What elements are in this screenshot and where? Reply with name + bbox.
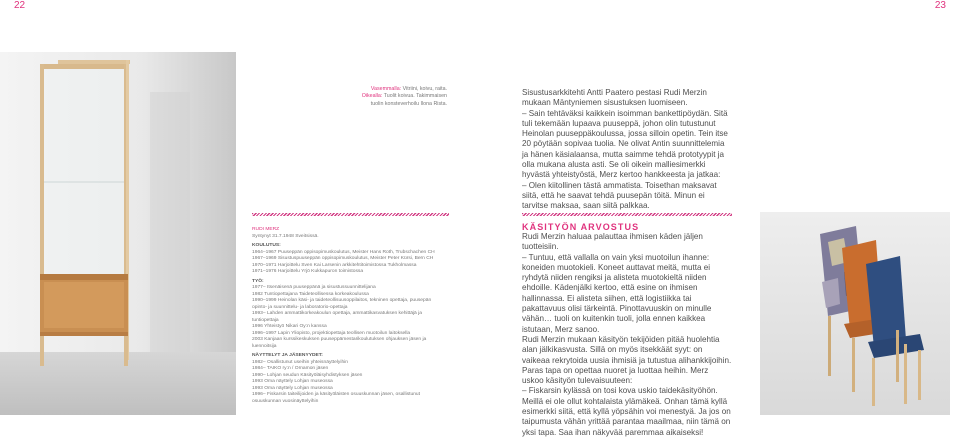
work-item: 1996 Yhteistyö Nikari Oy:n kanssa (252, 324, 327, 329)
decorative-stripe-right (522, 213, 732, 216)
bio-name: RUDI MERZ (252, 227, 280, 232)
exhibition-item: 1993 Oma näyttely Lohjan museossa (252, 379, 333, 384)
section-text (522, 232, 732, 438)
caption-text-left: Vitriini, koivu, raita. (402, 86, 447, 92)
education-item: 1967–1969 Sisustuspuuseppän oppisopimuskoulutus, Meister Peter Kürsi, Bern CH (252, 256, 434, 261)
work-item: 2003 Kanjaan kurssikeskuksen puuseppämestarikoulutuksen ohjauksen jäsen ja luennoitsija (252, 337, 427, 349)
exhibition-item: 1984– TAIKO ry:n / Ornamon jäsen (252, 366, 329, 371)
page-number-right: 23 (934, 0, 946, 11)
section-paragraph: – Fiskarsin kylässä on tosi kova uskio taidekäsityöhön. Meillä ei ole ollut kohtalaista ylämäkeä. Onhan tämä kyllä esimerkki siitä, että kyllä yöpsähin voi menestyä. Ja jos on taipumusta vähän yrittää parantaa maailmaa, niin tämä on yksi tapa. Saa ihan näkyvää paremmaa aikaiseksi! (522, 386, 731, 437)
intro-paragraph: Sisustusarkkitehti Antti Paatero pestasi Rudi Merzin mukaan Mäntyniemen sisustuksen luomiseen. (522, 88, 707, 108)
decorative-stripe (252, 213, 449, 216)
work-item: 1993– Lahden ammattikorkeakoulun opettaja, ammattikasvatuksen kehittäjä ja tuntiopettaja (252, 311, 422, 323)
caption-text-right: Tuolit koivua. Takimmaisen tuolin konsteverhoilu Ilona Rista. (370, 93, 447, 107)
intro-paragraph: – Sain tehtäväksi kaikkein isoimman bankettipöydän. Sitä tuli tekemään lupaava puuseppä, johon olin tutustunut Heinolan puuseppäkoulussa, jossa silloin opetin. Tein itse 20 pöytään sopivaa tuolia. Ne olivat Antin suunnittelemia ja hänen käsialaansa, mutta saimme tehdä prototyypit ja olla mukana alusta asti. Se oli oikein malliesimerkki hyvästä yhteistyöstä, Merz kertoo hankkeesta ja jatkaa: (522, 108, 728, 180)
exhibition-item: 1990– Lohjan seudun Käsityöläisyhdistyksen jäsen (252, 372, 363, 378)
education-item: 1964–1967 Puuseppän oppisopimuskoulutus, Meister Hans Roth, Trubschachen CH (252, 249, 435, 255)
cabinet-photo (0, 52, 236, 415)
work-item: 1996–1997 Lapin Yliopisto, projektiopettaja teollisen muotoilun laitoksella (252, 330, 411, 336)
education-item: 1970–1971 Harjoittelu Sven Kai Larsenin arkkitehtitoimistossa Tukholmassa (252, 262, 417, 268)
biography-box (252, 227, 447, 405)
section-paragraph: Rudi Merzin mukaan käsityön tekijöiden pitää huolehtia alan jälkikasvusta. Sillä on myös itsekkäät syyt: on vaikeaa rekrytoida uusia ihmisiä ja tutustua alihankkijoihin. Paras tapa on opettaa nuoret ja luottaa heihin. Merz uskoo käsityön tulevaisuuteen: (522, 334, 732, 386)
exhibition-item: 1993 Oma näyttely Lohjan museossa (252, 385, 333, 391)
section-paragraph: – Tuntuu, että vallalla on vain yksi muotoilun ihanne: koneiden muotokieli. Koneet auttavat meitä, mutta ei ryhdytä niiden rengiksi ja alisteta muotokieltä niiden ehdoille. Kädenjälki kertoo, että esine on ihmisen hallinnassa. Ei alisteta siihen, että logistiikka tai pakattavuus olisi tärkeintä. Pinottavuuskin on minulle vähän… tuoli on kuitenkin tuoli, jolla ennen kaikkea istutaan, Merz sanoo. (522, 252, 712, 334)
section-paragraph: Rudi Merzin haluaa palauttaa ihmisen käden jäljen tuotteisiin. (522, 232, 703, 252)
exhibitions-heading: NÄYTTELYT JA JÄSENYYDET: (252, 353, 323, 358)
page-number-left: 22 (14, 0, 26, 11)
bio-born: Syntynyt 31.7.1948 Sveitsissä. (252, 233, 319, 239)
section-title: KÄSITYÖN ARVOSTUS (522, 222, 640, 232)
photo-caption (353, 86, 447, 108)
intro-paragraph: – Olen kiitollinen tästä ammatista. Toisethan maksavat siitä, että he saavat tehdä puusepän töitä. Minun ei tarvitse maksaa, saan siitä palkkaa. (522, 180, 717, 211)
intro-text (522, 88, 732, 212)
exhibition-item: 1996– Fiskarsin taiteilijoiden ja käsityöläisten osuuskunnan jäsen, osallistunut osuuskunnan vuosinäyttelyihin (252, 392, 421, 404)
work-heading: TYÖ: (252, 278, 264, 284)
education-heading: KOULUTUS: (252, 243, 281, 248)
work-item: 1977– Itsenäisenä puuseppänä ja sisustussuunnittelijana (252, 285, 376, 290)
exhibition-item: 1982– Osallistunut useihin yhteisnäyttelyihin (252, 359, 348, 365)
caption-label-left: Vasemmalla: (370, 86, 402, 92)
education-item: 1971–1976 Harjoittelu Yrjö Kukkapuron toimistossa (252, 269, 364, 274)
work-item: 1982 Tuntiopettajana Taideteollisessa korkeakoulussa (252, 291, 369, 297)
caption-label-right: Oikealla: (361, 93, 383, 100)
work-item: 1990–1999 Heinolan käsi- ja taideteollisuusoppilaitos, tekninen opettaja, puusepän opinto- ja suunnittelu- ja laboratorio-opettaja (252, 298, 432, 310)
chairs-photo (760, 212, 950, 415)
